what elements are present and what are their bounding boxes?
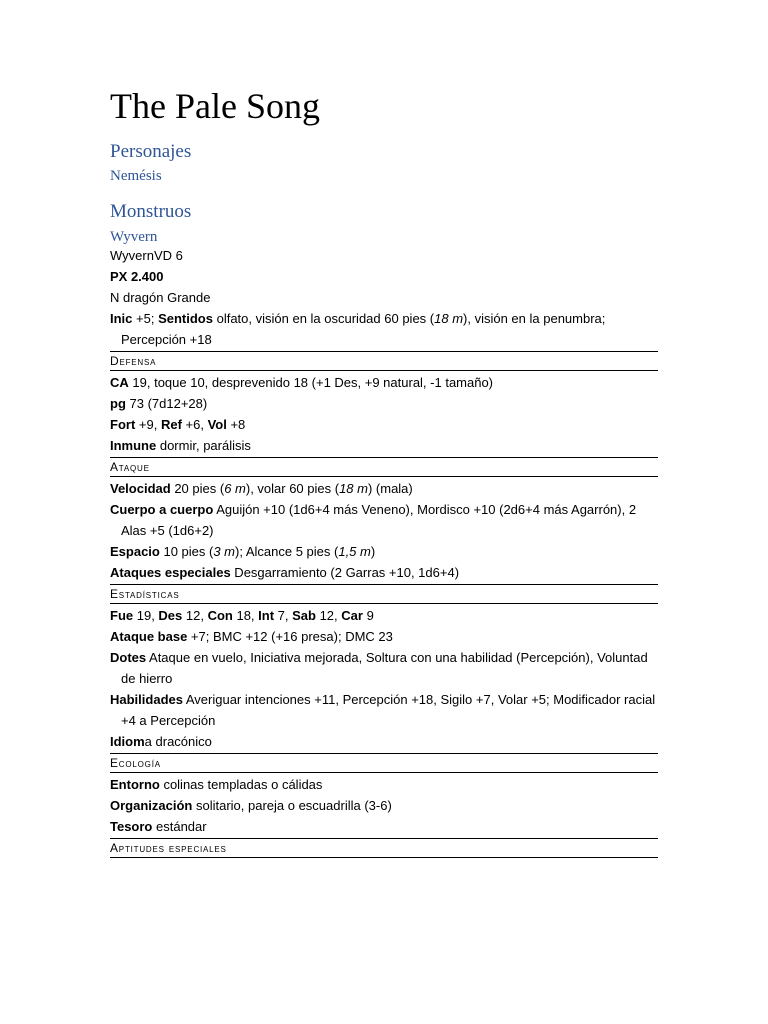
stat-immune: Inmune dormir, parálisis xyxy=(110,438,251,453)
stat-skills: Habilidades Averiguar intenciones +11, Percepción +18, Sigilo +7, Volar +5; Modificador racial +4 a Percepción xyxy=(110,692,656,728)
stat-environment: Entorno colinas templadas o cálidas xyxy=(110,777,323,792)
stat-block xyxy=(110,245,658,859)
page-title: The Pale Song xyxy=(110,86,320,126)
stat-bab: Ataque base +7; BMC +12 (+16 presa); DMC 23 xyxy=(110,629,393,644)
stat-type: N dragón Grande xyxy=(110,290,211,305)
stat-languages: Idioma dracónico xyxy=(110,734,212,749)
heading-nemesis: Nemésis xyxy=(110,168,162,184)
section-statistics: Estadísticas xyxy=(110,584,658,604)
stat-melee: Cuerpo a cuerpo Aguijón +10 (1d6+4 más Veneno), Mordisco +10 (2d6+4 más Agarrón), 2 Alas +5 (1d6+2) xyxy=(110,502,637,538)
stat-hp: pg 73 (7d12+28) xyxy=(110,396,208,411)
stat-ac: CA 19, toque 10, desprevenido 18 (+1 Des, +9 natural, -1 tamaño) xyxy=(110,375,494,390)
stat-space-reach: Espacio 10 pies (3 m); Alcance 5 pies (1,5 m) xyxy=(110,544,376,559)
stat-saves: Fort +9, Ref +6, Vol +8 xyxy=(110,417,246,432)
section-defense: Defensa xyxy=(110,351,658,371)
section-ecology: Ecología xyxy=(110,753,658,773)
stat-speed: Velocidad 20 pies (6 m), volar 60 pies (18 m) (mala) xyxy=(110,481,413,496)
stat-init-senses: Inic +5; Sentidos olfato, visión en la oscuridad 60 pies (18 m), visión en la penumbra; Percepción +18 xyxy=(110,311,606,347)
section-special-abilities: Aptitudes especiales xyxy=(110,838,658,858)
section-attack: Ataque xyxy=(110,457,658,477)
stat-special-attacks: Ataques especiales Desgarramiento (2 Garras +10, 1d6+4) xyxy=(110,565,460,580)
stat-xp: PX 2.400 xyxy=(110,269,164,284)
stat-treasure: Tesoro estándar xyxy=(110,819,207,834)
stat-name-cr: WyvernVD 6 xyxy=(110,248,183,263)
heading-wyvern: Wyvern xyxy=(110,229,158,245)
stat-organization: Organización solitario, pareja o escuadrilla (3-6) xyxy=(110,798,392,813)
stat-abilities: Fue 19, Des 12, Con 18, Int 7, Sab 12, Car 9 xyxy=(110,608,374,623)
heading-monstruos: Monstruos xyxy=(110,201,192,222)
stat-feats: Dotes Ataque en vuelo, Iniciativa mejorada, Soltura con una habilidad (Percepción), Voluntad de hierro xyxy=(110,650,648,686)
heading-personajes: Personajes xyxy=(110,141,192,162)
